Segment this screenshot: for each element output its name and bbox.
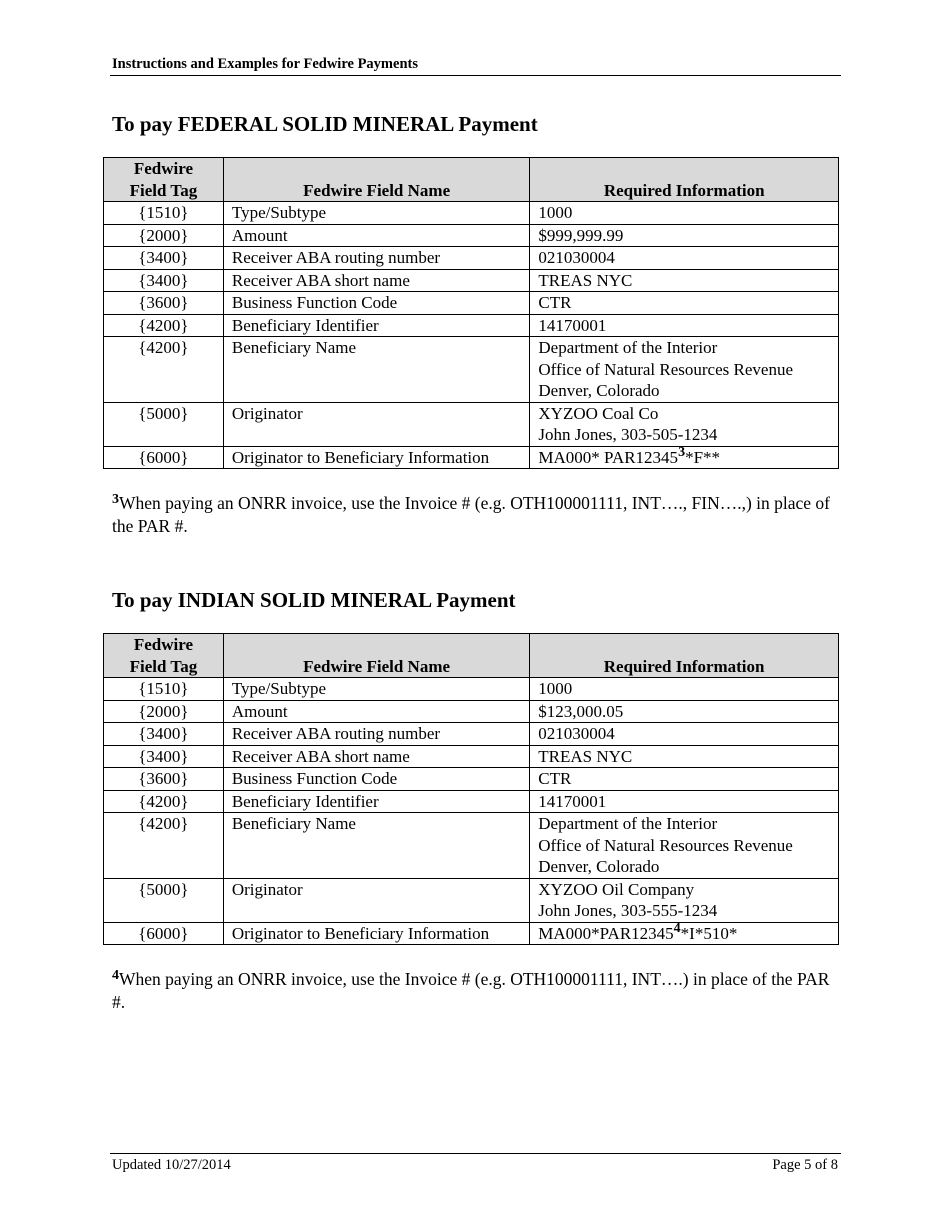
required-info-line: XYZOO Oil Company [538, 879, 695, 899]
header-required-info: Required Information [530, 634, 839, 678]
field-tag: {2000} [104, 700, 224, 723]
field-tag: {3600} [104, 292, 224, 315]
field-tag: {6000} [104, 922, 224, 945]
field-tag: {2000} [104, 224, 224, 247]
required-info-line: 1000 [538, 203, 573, 222]
table-row [104, 314, 839, 337]
field-name: Originator [223, 878, 529, 922]
footer-updated-date: Updated 10/27/2014 [112, 1157, 231, 1173]
field-name: Beneficiary Name [223, 813, 529, 879]
field-name: Originator to Beneficiary Information [223, 446, 530, 469]
field-tag: {1510} [104, 202, 224, 225]
field-name: Beneficiary Identifier [223, 314, 530, 337]
field-name: Business Function Code [223, 292, 530, 315]
header-field-tag: Fedwire Field Tag [104, 158, 224, 202]
field-name: Receiver ABA short name [223, 269, 530, 292]
header-field-name: Fedwire Field Name [223, 158, 530, 202]
field-tag: {6000} [104, 446, 224, 469]
required-info [530, 878, 839, 922]
required-info-line: Department of the Interior [538, 338, 718, 357]
header-field-tag: Fedwire Field Tag [104, 634, 224, 678]
required-info-line: Office of Natural Resources Revenue [538, 359, 793, 379]
required-info-line: 14170001 [538, 791, 607, 811]
field-tag: {4200} [104, 337, 224, 403]
field-tag: {4200} [104, 813, 224, 879]
required-info [530, 402, 839, 446]
field-tag: {3400} [104, 269, 224, 292]
table-row [104, 768, 839, 791]
footnote-3 [112, 492, 834, 538]
required-info-line: Department of the Interior [538, 814, 718, 833]
footer-page-number: Page 5 of 8 [772, 1157, 838, 1173]
field-name: Receiver ABA routing number [223, 247, 530, 270]
required-info [530, 768, 839, 791]
header-required-info: Required Information [530, 158, 839, 202]
required-info-line: 021030004 [538, 248, 615, 267]
indian-payment-table [103, 633, 839, 945]
field-name: Type/Subtype [223, 678, 529, 701]
field-tag: {3400} [104, 723, 224, 746]
required-info [530, 247, 839, 270]
table-row [104, 813, 839, 879]
footnote-reference: 4 [673, 920, 681, 936]
field-tag: {3400} [104, 247, 224, 270]
field-name: Originator to Beneficiary Information [223, 922, 529, 945]
required-info-line: 1000 [538, 679, 573, 698]
required-info-line: 14170001 [538, 315, 607, 335]
required-info [530, 723, 839, 746]
field-name: Receiver ABA short name [223, 745, 529, 768]
field-name: Originator [223, 402, 530, 446]
table-row [104, 723, 839, 746]
required-info [530, 700, 839, 723]
required-info [530, 813, 839, 879]
field-tag: {4200} [104, 314, 224, 337]
field-name: Business Function Code [223, 768, 529, 791]
footnote-mark: 4 [112, 968, 119, 983]
section-title-federal: To pay FEDERAL SOLID MINERAL Payment [112, 112, 538, 136]
required-info-line: CTR [538, 293, 572, 312]
table-header-row [104, 158, 839, 202]
field-name: Beneficiary Identifier [223, 790, 529, 813]
footer-rule [110, 1153, 841, 1154]
required-info [530, 314, 839, 337]
field-name: Amount [223, 700, 529, 723]
field-name: Amount [223, 224, 530, 247]
table-row [104, 790, 839, 813]
required-info [530, 224, 839, 247]
table-row [104, 292, 839, 315]
required-info [530, 202, 839, 225]
required-info-line: 021030004 [538, 724, 615, 743]
required-info-line: $123,000.05 [538, 701, 624, 721]
required-info-line: $999,999.99 [538, 225, 624, 245]
header-field-name: Fedwire Field Name [223, 634, 529, 678]
required-info-line: TREAS NYC [538, 270, 633, 290]
field-tag: {3400} [104, 745, 224, 768]
required-info [530, 678, 839, 701]
federal-payment-table [103, 157, 839, 469]
table-row [104, 446, 839, 469]
field-name: Beneficiary Name [223, 337, 530, 403]
table-row [104, 202, 839, 225]
required-info [530, 745, 839, 768]
field-name: Receiver ABA routing number [223, 723, 529, 746]
required-info-line: Denver, Colorado [538, 857, 660, 876]
section-title-indian: To pay INDIAN SOLID MINERAL Payment [112, 588, 516, 612]
required-info [530, 292, 839, 315]
required-info-line: TREAS NYC [538, 746, 633, 766]
required-info-line: John Jones, 303-505-1234 [538, 425, 718, 444]
required-info-line: John Jones, 303-555-1234 [538, 901, 718, 920]
required-info [530, 790, 839, 813]
field-tag: {4200} [104, 790, 224, 813]
field-name: Type/Subtype [223, 202, 530, 225]
table-row [104, 745, 839, 768]
required-info-line: XYZOO Coal Co [538, 403, 659, 423]
field-tag: {5000} [104, 878, 224, 922]
table-row [104, 700, 839, 723]
required-info-line: CTR [538, 769, 572, 788]
footnote-reference: 3 [678, 444, 686, 460]
table-row [104, 247, 839, 270]
table-row [104, 878, 839, 922]
required-info: MA000* PAR12345$^3$*F** [530, 446, 839, 469]
table-row [104, 678, 839, 701]
field-tag: {5000} [104, 402, 224, 446]
required-info-line: Denver, Colorado [538, 381, 660, 400]
table-row [104, 402, 839, 446]
table-row [104, 224, 839, 247]
table-row [104, 269, 839, 292]
document-header-title: Instructions and Examples for Fedwire Payments [112, 56, 418, 72]
table-row [104, 337, 839, 403]
required-info [530, 337, 839, 403]
footnote-mark: 3 [112, 492, 119, 507]
footnote-text: When paying an ONRR invoice, use the Invoice # (e.g. OTH100001111, INT…., FIN….,) in place of the PAR #. [112, 493, 831, 536]
footnote-4 [112, 968, 834, 1014]
header-rule [110, 75, 841, 76]
table-row [104, 922, 839, 945]
required-info-line: Office of Natural Resources Revenue [538, 835, 793, 855]
field-tag: {1510} [104, 678, 224, 701]
required-info [530, 269, 839, 292]
field-tag: {3600} [104, 768, 224, 791]
table-header-row [104, 634, 839, 678]
required-info: MA000*PAR12345$^4$*I*510* [530, 922, 839, 945]
footnote-text: When paying an ONRR invoice, use the Invoice # (e.g. OTH100001111, INT….) in place of the PAR #. [112, 969, 830, 1012]
